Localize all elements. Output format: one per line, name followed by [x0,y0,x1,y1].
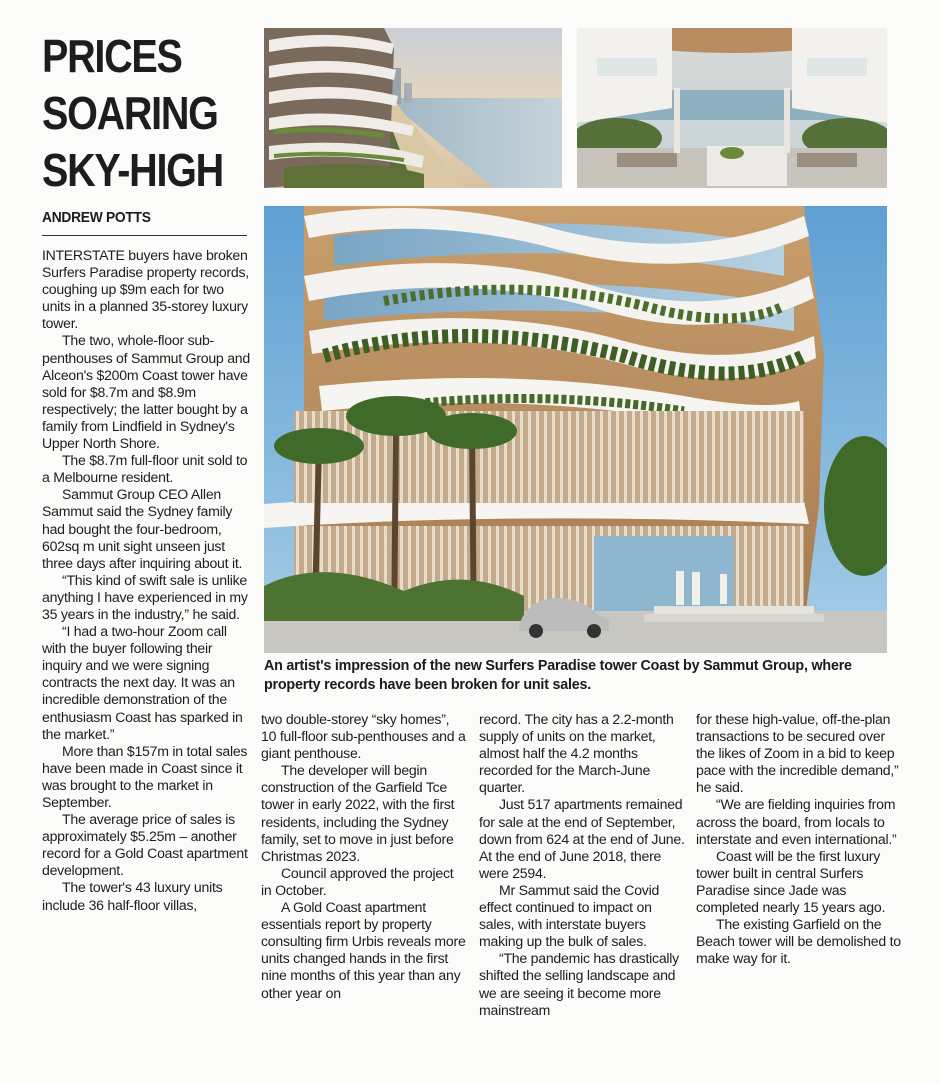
article-paragraph-continued: for these high-value, off-the-plan transactions to be secured over the likes of Zoom in a bid to keep pace with the incredible demand,” he said. [696,711,899,796]
article-paragraph: More than $157m in total sales have been made in Coast since it was brought to the market in September. [42,742,248,810]
byline-author: ANDREW POTTS [42,209,151,226]
photo-tower-beach-aerial [264,28,562,188]
headline-line-1: PRICES [42,30,182,82]
lead-caps: INTERSTATE [42,247,125,263]
lead-text: buyers have broken Surfers Paradise property records, coughing up $9m each for two units in a planned 35-storey luxury tower. [42,247,249,332]
headline [42,28,223,199]
article-lead-paragraph [42,247,250,332]
article-paragraph: The two, whole-floor sub-penthouses of Sammut Group and Alceon's $200m Coast tower have sold for $8.7m and $8.9m respectively; the latter bought by a family from Lindfield in Sydney's Upper North Shore. [42,332,250,452]
article-paragraph-continued: record. The city has a 2.2-month supply of units on the market, almost half the 4.2 months recorded for the March-June quarter. [479,711,674,796]
article-paragraph: “I had a two-hour Zoom call with the buyer following their inquiry and we were signing contracts the next day. It was an incredible demonstration of the enthusiasm Coast has sparked in the market.” [42,623,243,742]
article-paragraph: The $8.7m full-floor unit sold to a Melbourne resident. [42,452,248,486]
article-column-1 [42,247,250,914]
article-paragraph: A Gold Coast apartment essentials report by property consulting firm Urbis reveals more units changed hands in the first nine months of this year than any other year on [261,899,466,1001]
headline-line-3: SKY-HIGH [42,144,223,196]
article-column-2 [261,711,467,1002]
article-paragraph: “We are fielding inquiries from across the board, from locals to interstate and even international.” [696,796,897,847]
photo-caption: An artist's impression of the new Surfers Paradise tower Coast by Sammut Group, where property records have been broken for unit sales. [264,658,852,693]
article-paragraph: “This kind of swift sale is unlike anything I have experienced in my 35 years in the industry,” he said. [42,571,248,622]
article-paragraph: Sammut Group CEO Allen Sammut said the Sydney family had bought the four-bedroom, 602sq m unit sight unseen just three days after inquiring about it. [42,486,243,571]
photo-coast-tower-render [264,206,887,653]
article-paragraph: The average price of sales is approximately $5.25m – another record for a Gold Coast apartment development. [42,811,248,879]
article-paragraph: Council approved the project in October. [261,864,454,898]
article-column-3 [479,711,685,1019]
article-paragraph: The existing Garfield on the Beach tower will be demolished to make way for it. [696,916,901,967]
article-paragraph-continued: two double-storey “sky homes”, 10 full-floor sub-penthouses and a giant penthouse. [261,711,466,762]
byline [42,209,247,236]
headline-line-2: SOARING [42,87,218,139]
article-paragraph: Mr Sammut said the Covid effect continued to impact on sales, with interstate buyers making up the bulk of sales. [479,881,660,950]
article-paragraph: The developer will begin construction of the Garfield Tce tower in early 2022, with the first residents, including the Sydney family, set to move in just before Christmas 2023. [261,762,455,864]
article-paragraph: The tower's 43 luxury units include 36 half-floor villas, [42,879,223,913]
article-column-4 [696,711,902,967]
article-paragraph: Just 517 apartments remained for sale at the end of September, down from 624 at the end of June. At the end of June 2018, there were 2594. [479,796,685,881]
photo-rooftop-terrace [577,28,887,188]
article-paragraph: “The pandemic has drastically shifted the selling landscape and we are seeing it become more mainstream [479,950,679,1018]
article-paragraph: Coast will be the first luxury tower built in central Surfers Paradise since Jade was completed nearly 15 years ago. [696,847,886,916]
